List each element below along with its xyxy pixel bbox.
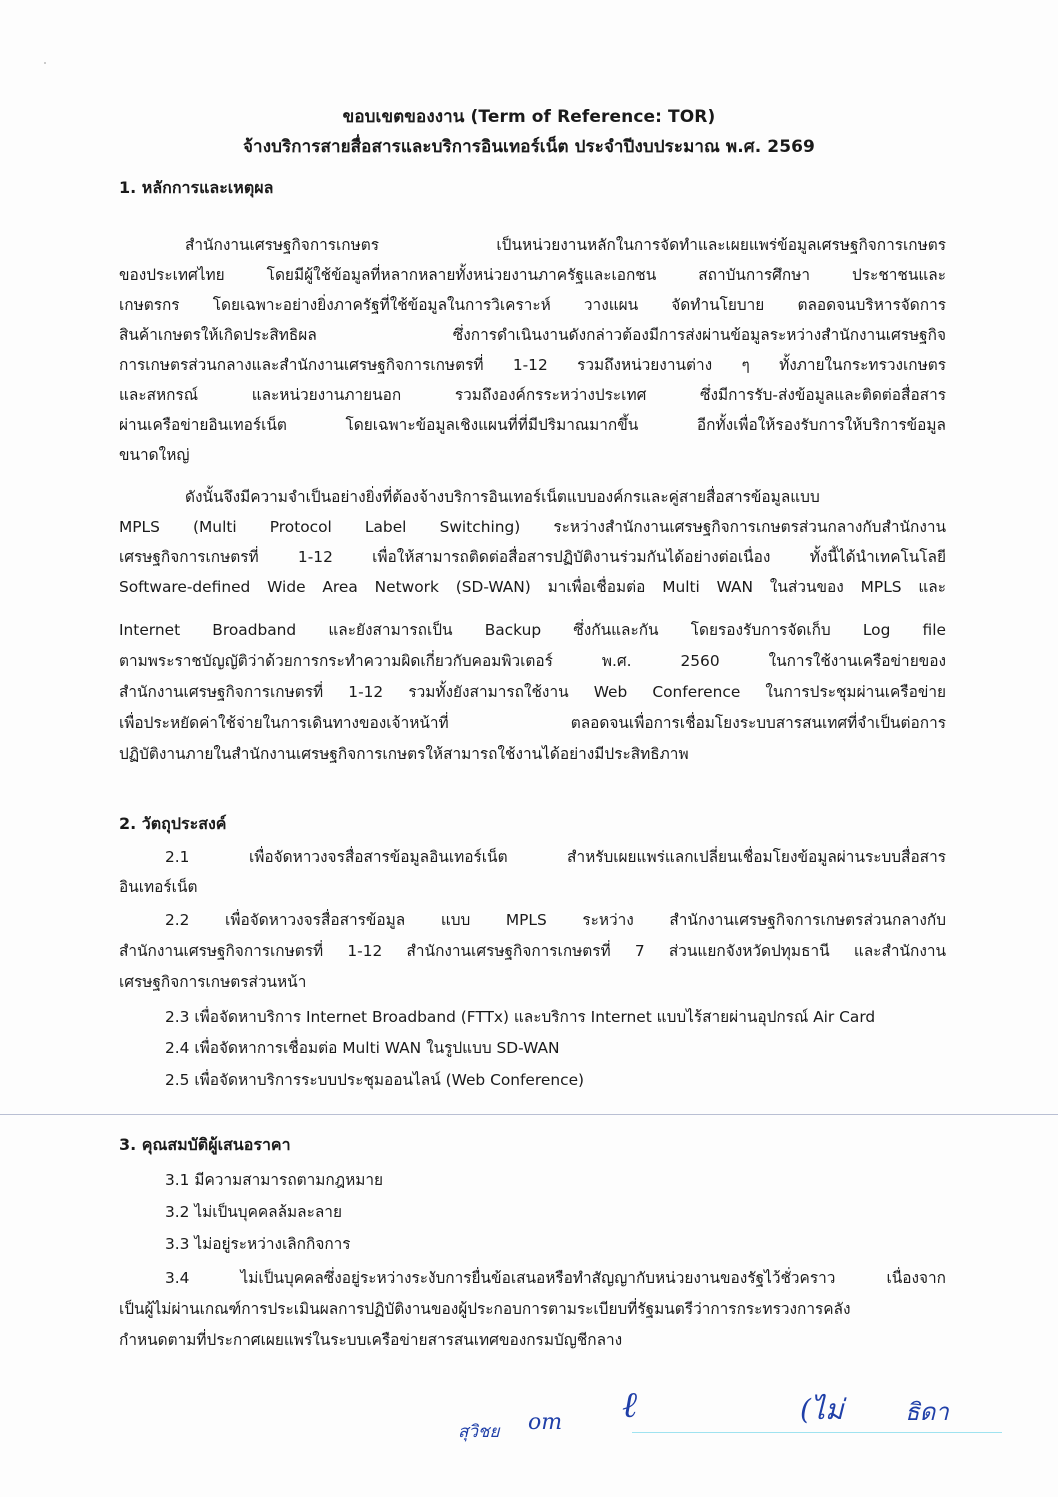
signature-5: ธิดา xyxy=(905,1398,949,1426)
objective-2-2-cont: เศรษฐกิจการเกษตรส่วนหน้า xyxy=(119,973,307,991)
objective-2-3: 2.3 เพื่อจัดหาบริการ Internet Broadband (FTTx) และบริการ Internet แบบไร้สายผ่านอุปกรณ์ Air Card xyxy=(165,1008,876,1026)
section2-heading: 2. วัตถุประสงค์ xyxy=(119,814,227,833)
section1-para1-line: เกษตรกร โดยเฉพาะอย่างยิ่งภาครัฐที่ใช้ข้อมูลในการวิเคราะห์ วางแผน จัดทำนโยบาย ตลอดจนบริหารจัดการ xyxy=(119,296,946,314)
section1-para2-line: สำนักงานเศรษฐกิจการเกษตรที่ 1-12 รวมทั้งยังสามารถใช้งาน Web Conference ในการประชุมผ่านเครือข่าย xyxy=(119,683,946,701)
signature-underline xyxy=(632,1432,1002,1433)
objective-2-4: 2.4 เพื่อจัดหาการเชื่อมต่อ Multi WAN ในรูปแบบ SD-WAN xyxy=(165,1039,560,1057)
qualification-3-4: 3.4 ไม่เป็นบุคคลซึ่งอยู่ระหว่างระงับการยื่นข้อเสนอหรือทำสัญญากับหน่วยงานของรัฐไว้ชั่วคราว เนื่องจาก xyxy=(165,1269,946,1287)
section1-para2-line: ปฏิบัติงานภายในสำนักงานเศรษฐกิจการเกษตรให้สามารถใช้งานได้อย่างมีประสิทธิภาพ xyxy=(119,745,689,763)
signature-3: ℓ xyxy=(622,1385,637,1426)
section1-para1-line: และสหกรณ์ และหน่วยงานภายนอก รวมถึงองค์กรระหว่างประเทศ ซึ่งมีการรับ-ส่งข้อมูลและติดต่อสื่อสาร xyxy=(119,386,946,404)
section1-para1-line: การเกษตรส่วนกลางและสำนักงานเศรษฐกิจการเกษตรที่ 1-12 รวมถึงหน่วยงานต่าง ๆ ทั้งภายในกระทรวงเกษตร xyxy=(119,356,946,374)
objective-2-2-cont: สำนักงานเศรษฐกิจการเกษตรที่ 1-12 สำนักงานเศรษฐกิจการเกษตรที่ 7 ส่วนแยกจังหวัดปทุมธานี และสำนักงาน xyxy=(119,942,946,960)
section1-para2-line: เศรษฐกิจการเกษตรที่ 1-12 เพื่อให้สามารถติดต่อสื่อสารปฏิบัติงานร่วมกันได้อย่างต่อเนื่อง ทั้งนี้ได้นำเทคโนโลยี xyxy=(119,548,946,566)
section3-heading: 3. คุณสมบัติผู้เสนอราคา xyxy=(119,1135,291,1154)
section1-para1-line: ผ่านเครือข่ายอินเทอร์เน็ต โดยเฉพาะข้อมูลเชิงแผนที่ที่มีปริมาณมากขึ้น อีกทั้งเพื่อให้รองรับการให้บริการข้อมูล xyxy=(119,416,946,434)
qualification-3-1: 3.1 มีความสามารถตามกฎหมาย xyxy=(165,1171,384,1189)
document-subtitle: จ้างบริการสายสื่อสารและบริการอินเทอร์เน็ต ประจำปีงบประมาณ พ.ศ. 2569 xyxy=(243,137,815,157)
objective-2-2: 2.2 เพื่อจัดหาวงจรสื่อสารข้อมูล แบบ MPLS ระหว่าง สำนักงานเศรษฐกิจการเกษตรส่วนกลางกับ xyxy=(165,911,946,929)
objective-2-1-cont: อินเทอร์เน็ต xyxy=(119,878,198,896)
section1-para2-line: MPLS (Multi Protocol Label Switching) ระหว่างสำนักงานเศรษฐกิจการเกษตรส่วนกลางกับสำนักงาน xyxy=(119,518,946,536)
section1-para1-line: สินค้าเกษตรให้เกิดประสิทธิผล ซึ่งการดำเนินงานดังกล่าวต้องมีการส่งผ่านข้อมูลระหว่างสำนักงานเศรษฐกิจ xyxy=(119,326,946,344)
qualification-3-3: 3.3 ไม่อยู่ระหว่างเลิกกิจการ xyxy=(165,1235,351,1253)
qualification-3-4-cont: เป็นผู้ไม่ผ่านเกณฑ์การประเมินผลการปฏิบัติงานของผู้ประกอบการตามระเบียบที่รัฐมนตรีว่าการกระทรวงการคลัง xyxy=(119,1300,851,1318)
objective-2-1: 2.1 เพื่อจัดหาวงจรสื่อสารข้อมูลอินเทอร์เน็ต สำหรับเผยแพร่แลกเปลี่ยนเชื่อมโยงข้อมูลผ่านระบบสื่อสาร xyxy=(165,848,946,866)
section1-heading: 1. หลักการและเหตุผล xyxy=(119,178,274,197)
qualification-3-4-cont: กำหนดตามที่ประกาศเผยแพร่ในระบบเครือข่ายสารสนเทศของกรมบัญชีกลาง xyxy=(119,1331,623,1349)
document-title: ขอบเขตของงาน (Term of Reference: TOR) xyxy=(342,107,716,127)
signature-2: om xyxy=(528,1410,563,1435)
section1-para2-line: ดังนั้นจึงมีความจำเป็นอย่างยิ่งที่ต้องจ้างบริการอินเทอร์เน็ตแบบองค์กรและคู่สายสื่อสารข้อมูลแบบ xyxy=(185,488,820,506)
scan-speck xyxy=(44,62,46,64)
section1-para1-line: ของประเทศไทย โดยมีผู้ใช้ข้อมูลที่หลากหลายทั้งหน่วยงานภาครัฐและเอกชน สถาบันการศึกษา ประชาชนและ xyxy=(119,266,946,284)
section1-para2-line: ตามพระราชบัญญัติว่าด้วยการกระทำความผิดเกี่ยวกับคอมพิวเตอร์ พ.ศ. 2560 ในการใช้งานเครือข่ายของ xyxy=(119,652,946,670)
signature-4: (ไม่ xyxy=(800,1393,844,1426)
scan-artifact-line xyxy=(0,1114,1058,1115)
section1-para1-line: สำนักงานเศรษฐกิจการเกษตร เป็นหน่วยงานหลักในการจัดทำและเผยแพร่ข้อมูลเศรษฐกิจการเกษตร xyxy=(185,236,946,254)
objective-2-5: 2.5 เพื่อจัดหาบริการระบบประชุมออนไลน์ (Web Conference) xyxy=(165,1071,585,1089)
signature-1: สุวิชย xyxy=(458,1422,500,1442)
section1-para2-line: Software-defined Wide Area Network (SD-WAN) มาเพื่อเชื่อมต่อ Multi WAN ในส่วนของ MPLS และ xyxy=(119,578,946,596)
section1-para1-line: ขนาดใหญ่ xyxy=(119,446,190,464)
section1-para2-line: Internet Broadband และยังสามารถเป็น Backup ซึ่งกันและกัน โดยรองรับการจัดเก็บ Log file xyxy=(119,621,946,639)
section1-para2-line: เพื่อประหยัดค่าใช้จ่ายในการเดินทางของเจ้าหน้าที่ ตลอดจนเพื่อการเชื่อมโยงระบบสารสนเทศที่จำเป็นต่อการ xyxy=(119,714,946,732)
qualification-3-2: 3.2 ไม่เป็นบุคคลล้มละลาย xyxy=(165,1203,342,1221)
